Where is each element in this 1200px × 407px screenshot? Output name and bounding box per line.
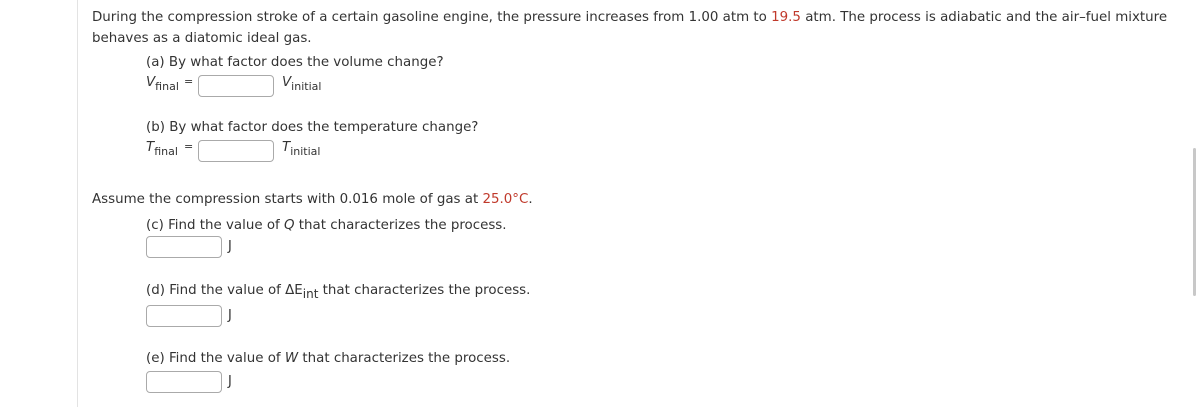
- content-left-border: [77, 0, 78, 407]
- part-b-answer-input[interactable]: [198, 140, 274, 162]
- problem-statement: [92, 7, 1182, 49]
- part-c-question: (c) Find the value of Q that characterizes the process.: [146, 218, 507, 233]
- assumption-statement: Assume the compression starts with 0.016 mole of gas at 25.0°C.: [92, 192, 533, 207]
- q-symbol: Q: [284, 218, 295, 233]
- unit-label: J: [228, 239, 232, 254]
- part-b-question: (b) By what factor does the temperature change?: [146, 120, 479, 135]
- intro-text-end: atm. The process is adiabatic and the air–fuel mixture behaves as a diatomic ideal gas.: [92, 10, 1168, 46]
- part-e-answer-input[interactable]: [146, 371, 222, 393]
- v-final-label: $V_{final}$: [146, 75, 179, 93]
- w-symbol: W: [284, 351, 299, 366]
- final-pressure-value: 19.5: [771, 10, 801, 25]
- equals-sign: =: [184, 140, 194, 153]
- part-a-answer-input[interactable]: [198, 75, 274, 97]
- v-initial-label: $V_{initial}$: [282, 75, 322, 93]
- scrollbar-thumb[interactable]: [1193, 148, 1196, 296]
- part-c-answer-input[interactable]: [146, 236, 222, 258]
- delta-e-int-subscript: int: [302, 287, 319, 301]
- part-d-question: (d) Find the value of ΔEint that characterizes the process.: [146, 283, 531, 301]
- intro-text: During the compression stroke of a certain gasoline engine, the pressure increases from 1.00 atm to: [92, 10, 772, 25]
- equals-sign: =: [184, 75, 194, 88]
- unit-label: J: [228, 308, 232, 323]
- part-e-question: (e) Find the value of W that characterizes the process.: [146, 351, 511, 366]
- t-final-label: $T_{final}$: [146, 140, 178, 158]
- initial-temperature-value: 25.0°C: [482, 192, 529, 207]
- unit-label: J: [228, 374, 232, 389]
- part-d-answer-input[interactable]: [146, 305, 222, 327]
- t-initial-label: $T_{initial}$: [282, 140, 321, 158]
- part-a-question: (a) By what factor does the volume change?: [146, 55, 444, 70]
